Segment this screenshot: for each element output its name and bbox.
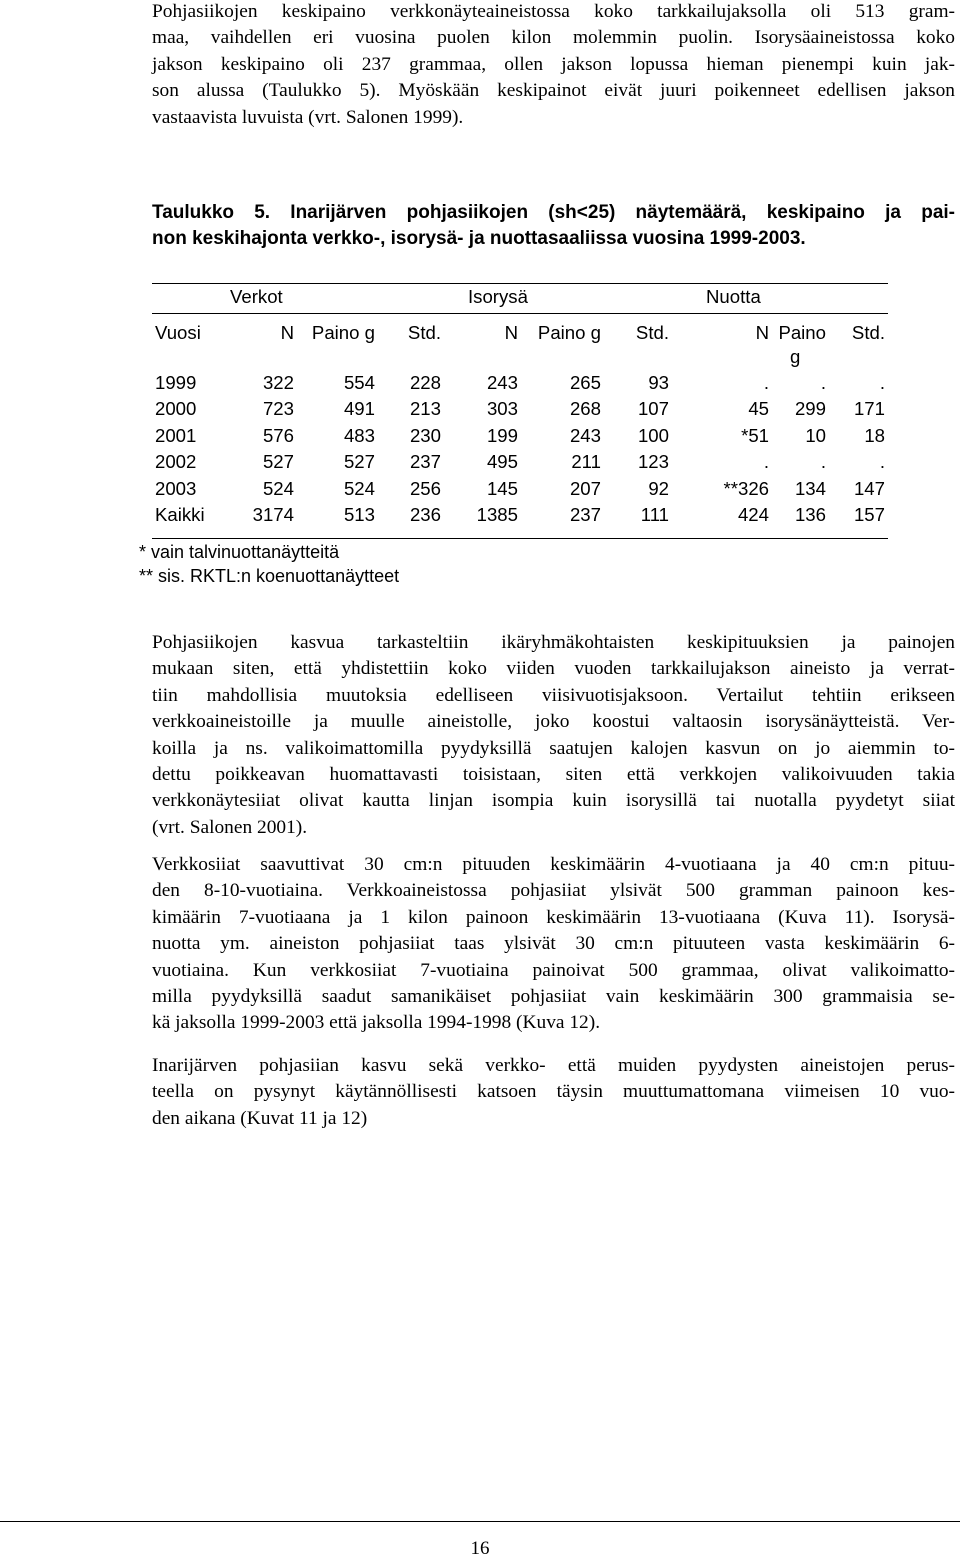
table-cell: 211 [571, 451, 601, 472]
text-line: Inarijärven pohjasiian kasvu sekä verkko- että muiden pyydysten aineistojen perus- [152, 1055, 955, 1076]
table-bottom-rule [152, 538, 888, 539]
caption-line: non keskihajonta verkko-, isorysä- ja nuottasaaliissa vuosina 1999-2003. [152, 228, 806, 249]
table-cell: 554 [343, 372, 375, 393]
table-cell: 107 [637, 398, 669, 419]
table-cell: 256 [409, 478, 441, 499]
body-paragraph [152, 1053, 955, 1132]
text-line: vastaavista luvuista (vrt. Salonen 1999). [152, 106, 464, 128]
text-line: kä jaksolla 1999-2003 että jaksolla 1994-1998 (Kuva 12). [152, 1012, 601, 1034]
column-header: Std. [635, 322, 669, 343]
table-note: * vain talvinuottanäytteitä [139, 542, 340, 562]
table-cell: 1385 [476, 504, 518, 525]
table-cell: 483 [343, 425, 375, 446]
text-line: Pohjasiikojen kasvua tarkasteltiin ikäryhmäkohtaisten keskipituuksien ja painojen [152, 632, 955, 653]
text-line: teella on pysynyt käytännöllisesti katsoen täysin muuttumattomana viimeisen 10 vuo- [152, 1081, 955, 1103]
table-cell: 243 [569, 425, 601, 446]
text-line: nuotta ym. aineiston pohjasiiat taas ylsivät 30 cm:n pituuteen vasta keskimäärin 6- [152, 933, 955, 955]
table-cell: 237 [569, 504, 601, 525]
column-header: Vuosi [155, 322, 201, 343]
text-line: verkkonäytesiiat olivat kautta linjan isompia kuin isorysillä tai nuotalla pyydetyt siiat [152, 790, 955, 812]
table-cell: . [763, 372, 769, 393]
table-cell: 513 [343, 504, 375, 525]
table-cell: 2001 [155, 425, 197, 446]
table-cell: . [820, 372, 826, 393]
table-cell: 527 [262, 451, 294, 472]
caption-line: Taulukko 5. Inarijärven pohjasiikojen (sh<25) näytemäärä, keskipaino ja pai- [152, 202, 955, 223]
column-header: Paino g [537, 322, 601, 343]
group-header-nuotta: Nuotta [706, 286, 761, 307]
column-header-wrap: g [790, 346, 801, 367]
text-line: tiin mahdollisia muutoksia edelliseen viisivuotisjaksoon. Vertailut tehtiin erikseen [152, 684, 955, 706]
table-cell: 491 [343, 398, 375, 419]
table-cell: 2000 [155, 398, 197, 419]
text-line: maa, vaihdellen eri vuosina puolen kilon molemmin puolin. Isorysäaineistossa koko [152, 27, 955, 49]
table-cell: 2003 [155, 478, 197, 499]
table-cell: 723 [262, 398, 294, 419]
text-line: koilla ja ns. valikoimattomilla pyydyksillä saatujen kalojen kasvun on jo aiemmin to- [152, 737, 955, 759]
table-cell: 10 [805, 425, 826, 446]
table-cell: 199 [486, 425, 518, 446]
table-cell: 237 [409, 451, 441, 472]
table-cell: 576 [262, 425, 294, 446]
table-cell: 18 [864, 425, 885, 446]
text-line: Pohjasiikojen keskipaino verkkonäyteaineistossa koko tarkkailujaksolla oli 513 gram- [152, 1, 955, 22]
table-cell: 524 [262, 478, 294, 499]
column-header: Std. [407, 322, 441, 343]
body-paragraph [152, 630, 955, 841]
text-line: den 8-10-vuotiaina. Verkkoaineistossa pohjasiiat ylsivät 500 gramman painoon kes- [152, 880, 955, 902]
table-cell: 495 [486, 451, 518, 472]
table-cell: 93 [648, 372, 669, 393]
intro-paragraph [152, 0, 955, 131]
table-cell: 322 [262, 372, 294, 393]
text-line: mukaan siten, että yhdistettiin koko viiden vuoden tarkkailujakson aineisto ja verrat- [152, 658, 955, 680]
table-cell: 157 [853, 504, 885, 525]
table-cell: Kaikki [155, 504, 205, 525]
table-cell: 3174 [252, 504, 294, 525]
table-cell: . [879, 451, 885, 472]
text-line: den aikana (Kuvat 11 ja 12) [152, 1107, 368, 1129]
table-cell: 228 [409, 372, 441, 393]
text-line: jakson keskipaino oli 237 grammaa, ollen jakson lopussa hieman pienempi kuin jak- [152, 53, 955, 75]
table-cell: 147 [853, 478, 885, 499]
body-paragraph [152, 852, 955, 1037]
group-header-rule [152, 313, 888, 314]
table-cell: *51 [741, 425, 769, 446]
column-header: Paino [778, 322, 826, 343]
footer-rule [0, 1521, 960, 1522]
table-cell: 268 [569, 398, 601, 419]
table-cell: . [820, 451, 826, 472]
text-line: vuotiaina. Kun verkkosiiat 7-vuotiaina painoivat 500 grammaa, olivat valikoimatto- [152, 959, 955, 981]
text-line: verkkoaineistoille ja muulle aineistolle, joko koostui valtaosin isorysänäytteistä. Ver- [152, 711, 955, 733]
group-header-verkot: Verkot [230, 286, 283, 307]
table-cell: 230 [409, 425, 441, 446]
table-cell: 1999 [155, 372, 197, 393]
table-cell: 207 [569, 478, 601, 499]
table-cell: 123 [637, 451, 669, 472]
table-cell: 527 [343, 451, 375, 472]
group-header-isorysa: Isorysä [468, 286, 528, 307]
table-cell: 524 [343, 478, 375, 499]
column-header: N [504, 322, 518, 343]
text-line: Verkkosiiat saavuttivat 30 cm:n pituuden keskimäärin 4-vuotiaana ja 40 cm:n pituu- [152, 854, 955, 875]
table-cell: 299 [794, 398, 826, 419]
text-line: kimäärin 7-vuotiaana ja 1 kilon painoon keskimäärin 13-vuotiaana (Kuva 11). Isorysä- [152, 906, 955, 928]
table-cell: 265 [569, 372, 601, 393]
table-cell: 100 [637, 425, 669, 446]
table-cell: 145 [486, 478, 518, 499]
column-header: Std. [851, 322, 885, 343]
table-cell: 171 [853, 398, 885, 419]
table-cell: 2002 [155, 451, 197, 472]
table-cell: 424 [737, 504, 769, 525]
table-top-rule [152, 283, 888, 284]
column-header: N [755, 322, 769, 343]
table-cell: 243 [486, 372, 518, 393]
table-cell: . [763, 451, 769, 472]
column-header: N [280, 322, 294, 343]
table-caption [152, 200, 955, 252]
column-header: Paino g [311, 322, 375, 343]
text-line: son alussa (Taulukko 5). Myöskään keskipainot eivät juuri poikenneet edellisen jakson [152, 80, 955, 102]
table-cell: 92 [648, 478, 669, 499]
text-line: milla pyydyksillä saadut samanikäiset pohjasiiat vain keskimäärin 300 grammaisia se- [152, 986, 955, 1008]
table-cell: 236 [409, 504, 441, 525]
table-cell: 213 [409, 398, 441, 419]
text-line: dettu poikkeavan huomattavasti toisistaan, siten että verkkojen valikoivuuden takia [152, 764, 955, 786]
table-note: ** sis. RKTL:n koenuottanäytteet [139, 566, 400, 586]
text-line: (vrt. Salonen 2001). [152, 816, 308, 838]
table-cell: 111 [640, 504, 669, 525]
table-cell: . [879, 372, 885, 393]
table-cell: 303 [486, 398, 518, 419]
table-cell: 136 [794, 504, 826, 525]
table-cell: 134 [794, 478, 826, 499]
table-cell: 45 [748, 398, 769, 419]
page-number: 16 [470, 1538, 490, 1559]
table-cell: **326 [723, 478, 769, 499]
